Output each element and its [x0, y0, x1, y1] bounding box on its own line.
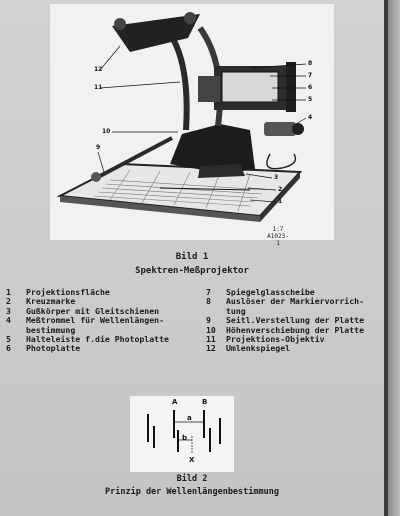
legend-text: Kreuzmarke — [26, 296, 76, 307]
callout-5: 5 — [308, 96, 313, 103]
legend-number: 7 — [206, 287, 211, 297]
callout-4: 4 — [308, 114, 313, 121]
legend-text: Umlenkspiegel — [226, 343, 291, 354]
legend-text: Photoplatte — [26, 343, 81, 354]
figure-2-subtitle: Prinzip der Wellenlängenbestimmung — [105, 487, 279, 497]
figure-1-scale — [266, 226, 290, 247]
legend-text: Projektionsfläche — [26, 287, 110, 297]
legend-number: 6 — [6, 343, 11, 354]
legend-item — [6, 344, 206, 353]
objective — [198, 76, 220, 102]
legend-number: 3 — [6, 305, 11, 316]
measuring-drum — [264, 122, 296, 136]
callout-7: 7 — [308, 72, 313, 79]
callout-8: 8 — [308, 60, 313, 67]
legend-text: Spiegelglasscheibe — [226, 287, 315, 297]
photoplate — [222, 72, 278, 102]
legend-item — [206, 297, 386, 316]
callout-2: 2 — [278, 186, 283, 193]
label-x-bottom: X — [189, 456, 195, 464]
label-a-mid: a — [187, 414, 192, 422]
figure-1-subtitle: Spektren-Meßprojektor — [135, 266, 249, 276]
legend-number: 9 — [206, 315, 211, 326]
legend-text: Projektions-Objektiv — [226, 334, 325, 345]
legend-text: Höhenverschiebung der Platte — [226, 324, 365, 335]
callout-3: 3 — [274, 174, 279, 181]
legend-number: 8 — [206, 296, 211, 307]
legend-text: Auslöser der Markiervorrich- tung — [226, 296, 365, 316]
figure-1-scale-ratio: 1:7 — [272, 226, 284, 233]
callout-9: 9 — [96, 144, 101, 151]
legend-left — [6, 288, 206, 354]
callout-1: 1 — [278, 198, 283, 205]
callout-10: 10 — [102, 128, 111, 135]
callout-6: 6 — [308, 84, 313, 91]
label-b-top: B — [202, 398, 208, 406]
figure-1-code: A1023-1 — [267, 233, 289, 247]
page-edge-fade — [388, 0, 400, 516]
legend-item — [206, 344, 386, 353]
label-a-top: A — [172, 398, 178, 406]
legend-item — [6, 316, 206, 335]
callout-12: 12 — [94, 66, 103, 73]
legend-number: 1 — [6, 287, 11, 297]
legend-number: 4 — [6, 315, 11, 326]
figure-2-photo — [130, 396, 234, 472]
legend-text: Halteleiste f.die Photoplatte — [26, 334, 169, 345]
legend-number: 5 — [6, 334, 11, 345]
legend-number: 11 — [206, 334, 216, 345]
legend-right — [206, 288, 386, 354]
legend-number: 12 — [206, 343, 216, 354]
label-b-mid: b — [182, 434, 188, 442]
legend-text: Gußkörper mit Gleitschienen — [26, 305, 160, 316]
figure-2-title: Bild 2 — [176, 474, 208, 484]
legend-text: Seitl.Verstellung der Platte — [226, 315, 365, 326]
legend-text: Meßtrommel für Wellenlängen- bestimmung — [26, 315, 165, 335]
callout-11: 11 — [94, 84, 103, 91]
legend-number: 2 — [6, 296, 11, 307]
projector-illustration — [50, 4, 334, 240]
legend-number: 10 — [206, 324, 216, 335]
figure-1-title: Bild 1 — [175, 252, 209, 262]
figure-1-photo — [50, 4, 334, 247]
